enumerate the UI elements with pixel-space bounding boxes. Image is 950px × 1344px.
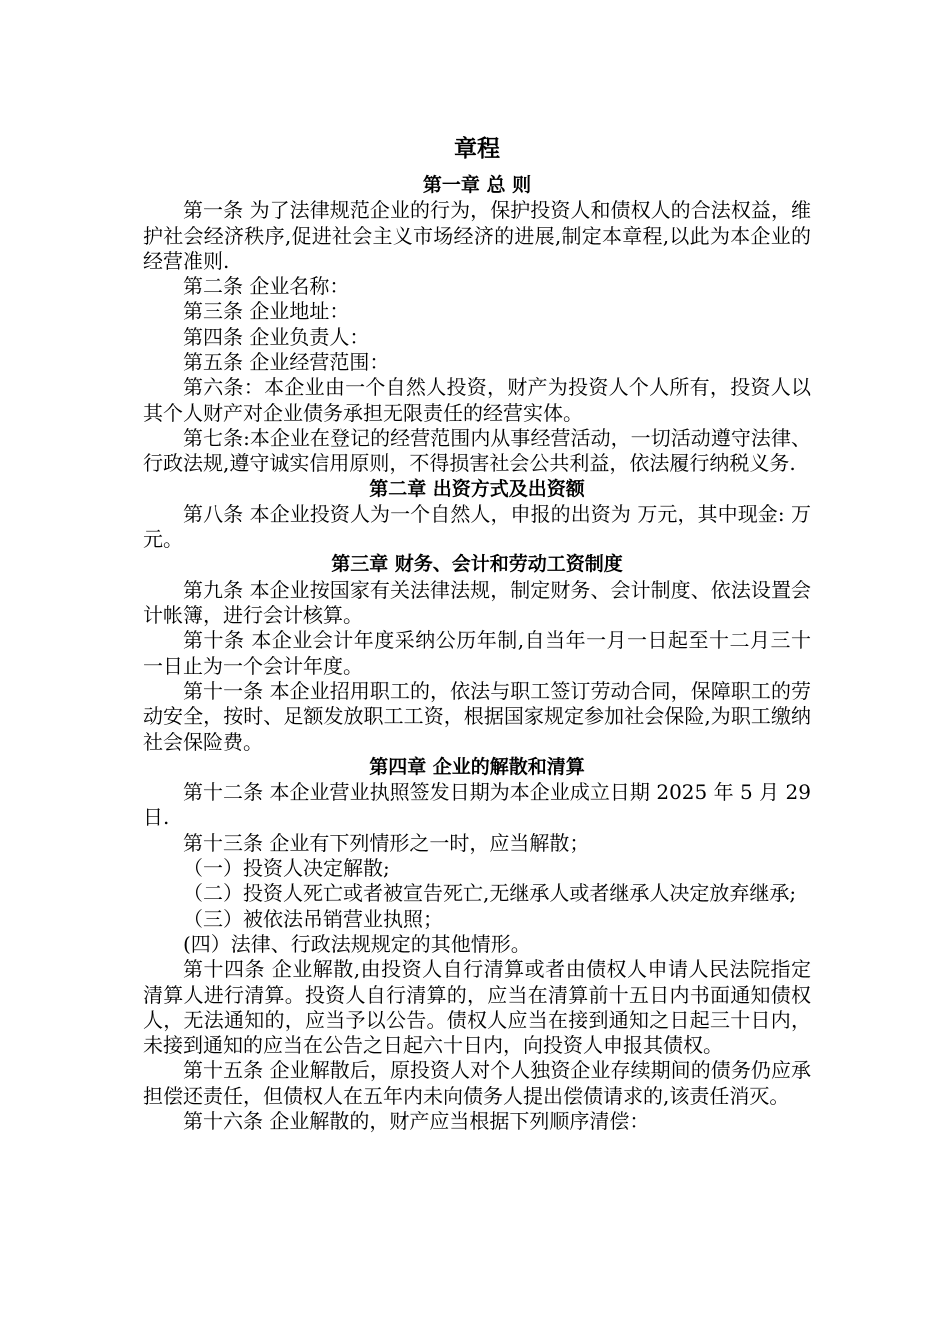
article-12: 第十二条 本企业营业执照签发日期为本企业成立日期 2025 年 5 月 29 日. [143, 780, 811, 830]
chapter-3-heading: 第三章 财务、会计和劳动工资制度 [331, 553, 623, 576]
article-13-item-4: (四）法律、行政法规规定的其他情形。 [183, 931, 531, 956]
article-13: 第十三条 企业有下列情形之一时，应当解散； [183, 830, 590, 855]
document-body [143, 133, 811, 1134]
article-15: 第十五条 企业解散后，原投资人对个人独资企业存续期间的债务仍应承担偿还责任，但债权人在五年内未向债务人提出偿债请求的,该责任消灭。 [143, 1058, 811, 1108]
article-9: 第九条 本企业按国家有关法律法规，制定财务、会计制度、依法设置会计帐簿，进行会计核算。 [143, 577, 811, 628]
article-13-item-2: （二）投资人死亡或者被宣告死亡,无继承人或者继承人决定放弃继承; [183, 881, 797, 906]
article-5: 第五条 企业经营范围： [183, 350, 390, 375]
article-8: 第八条 本企业投资人为一个自然人，申报的出资为 万元，其中现金: 万元。 [143, 501, 811, 552]
article-6: 第六条：本企业由一个自然人投资，财产为投资人个人所有，投资人以其个人财产对企业债务承担无限责任的经营实体。 [143, 375, 811, 425]
article-13-item-3: （三）被依法吊销营业执照； [183, 906, 443, 931]
chapter-1-heading: 第一章 总 则 [422, 174, 532, 196]
article-13-item-1: （一）投资人决定解散; [183, 856, 390, 881]
article-1: 第一条 为了法律规范企业的行为，保护投资人和债权人的合法权益，维护社会经济秩序,促进社会主义市场经济的进展,制定本章程,以此为本企业的经营准则. [143, 198, 811, 273]
chapter-2-heading: 第二章 出资方式及出资额 [369, 477, 585, 500]
article-4: 第四条 企业负责人： [183, 324, 370, 349]
article-16: 第十六条 企业解散的，财产应当根据下列顺序清偿： [183, 1108, 650, 1133]
article-7: 第七条:本企业在登记的经营范围内从事经营活动，一切活动遵守法律、行政法规,遵守诚实信用原则，不得损害社会公共利益，依法履行纳税义务. [143, 425, 811, 476]
article-2: 第二条 企业名称： [183, 274, 350, 299]
article-3: 第三条 企业地址： [183, 299, 350, 324]
document-title: 章程 [454, 136, 500, 162]
article-14: 第十四条 企业解散,由投资人自行清算或者由债权人申请人民法院指定清算人进行清算。投资人自行清算的，应当在清算前十五日内书面通知债权人，无法通知的，应当予以公告。债权人应当在接到通知之日起三十日内，未接到通知的应当在公告之日起六十日内，向投资人申报其债权。 [143, 957, 811, 1058]
chapter-4-heading: 第四章 企业的解散和清算 [369, 755, 585, 778]
article-10: 第十条 本企业会计年度采纳公历年制,自当年一月一日起至十二月三十一日止为一个会计年度。 [143, 628, 811, 678]
article-11: 第十一条 本企业招用职工的，依法与职工签订劳动合同，保障职工的劳动安全，按时、足额发放职工工资，根据国家规定参加社会保险,为职工缴纳社会保险费。 [143, 678, 811, 754]
